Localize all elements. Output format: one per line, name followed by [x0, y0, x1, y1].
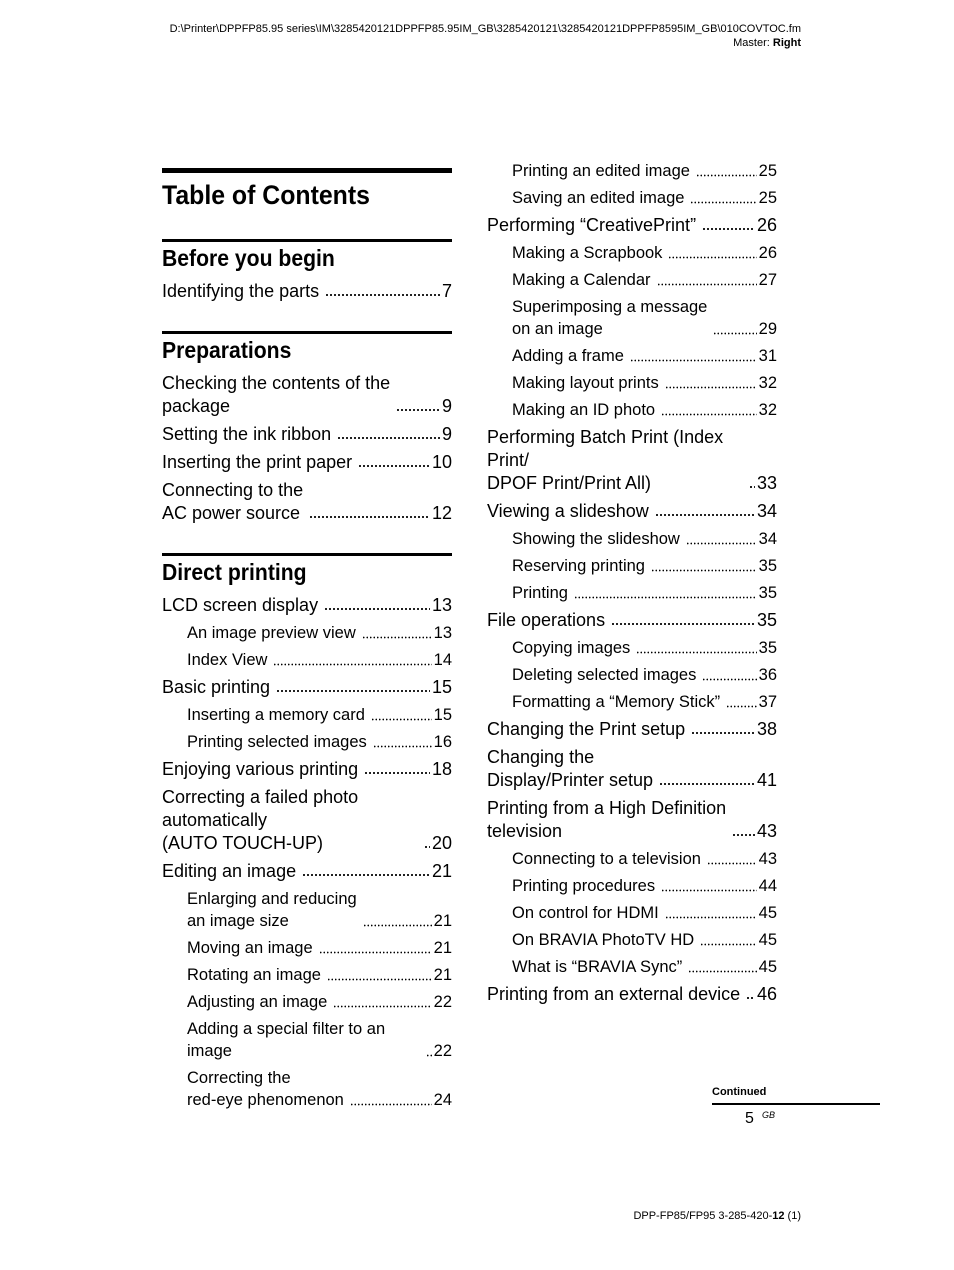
dot-leader [373, 745, 432, 748]
dot-leader [327, 978, 432, 981]
toc-subentry[interactable] [487, 187, 777, 209]
toc-entry[interactable] [162, 860, 452, 883]
toc-subentry[interactable] [162, 888, 452, 932]
page-language: GB [762, 1110, 776, 1120]
toc-entry-text: Printing from a High Definition television [487, 798, 727, 841]
toc-page-number: 15 [433, 706, 452, 724]
toc-page-number: 35 [758, 557, 777, 575]
dot-leader [746, 996, 755, 1000]
toc-entry-text: Inserting the print paper [162, 452, 353, 472]
toc-subentry[interactable] [487, 902, 777, 924]
toc-entry-text: Checking the contents of the package [162, 373, 391, 416]
dot-leader [426, 1054, 432, 1057]
continued-label: Continued [712, 1086, 767, 1098]
toc-page-number: 34 [756, 501, 777, 521]
toc-entry-text: Showing the slideshow [512, 530, 680, 548]
toc-page-number: 27 [758, 271, 777, 289]
toc-entry-text: An image preview view [187, 624, 356, 642]
section-rule [162, 553, 452, 556]
toc-entry[interactable] [162, 676, 452, 699]
toc-entry[interactable] [487, 214, 777, 237]
toc-page-number: 34 [758, 530, 777, 548]
dot-leader [364, 771, 430, 775]
toc-subentry[interactable] [162, 937, 452, 959]
dot-leader [276, 689, 430, 693]
toc-page-number: 18 [431, 759, 452, 779]
dot-leader [574, 596, 757, 599]
toc-entry-text: Rotating an image [187, 966, 321, 984]
toc-entry[interactable] [162, 786, 452, 855]
toc-entry-text: Performing “CreativePrint” [487, 215, 697, 235]
master-header [733, 37, 801, 50]
toc-page-number: 33 [756, 473, 777, 493]
toc-entry-text: Changing the Display/Printer setup [487, 747, 654, 790]
page-number: 5 [745, 1110, 754, 1127]
toc-page-number: 12 [431, 503, 452, 523]
dot-leader [655, 513, 755, 517]
toc-page-number: 37 [758, 693, 777, 711]
footer-model [633, 1210, 801, 1222]
dot-leader [362, 636, 432, 639]
toc-entry-text: Adjusting an image [187, 993, 328, 1011]
toc-entry-text: Printing procedures [512, 877, 656, 895]
master-value: Right [772, 37, 801, 49]
section-entries [162, 594, 452, 1111]
toc-page-number: 35 [756, 610, 777, 630]
continued-rule [712, 1103, 880, 1105]
toc-entry-text: Index View [187, 651, 268, 669]
toc-entries-right [487, 160, 777, 1006]
toc-entry[interactable] [487, 500, 777, 523]
toc-page-number: 44 [758, 877, 777, 895]
toc-entry-text: Adding a special filter to an image [187, 1020, 386, 1060]
toc-subentry[interactable] [487, 956, 777, 978]
dot-leader [665, 386, 757, 389]
toc-page-number: 10 [431, 452, 452, 472]
toc-entry-text: Setting the ink ribbon [162, 424, 332, 444]
toc-subentry[interactable] [162, 991, 452, 1013]
toc-page-number: 22 [433, 993, 452, 1011]
dot-leader [424, 845, 430, 849]
toc-subentry[interactable] [487, 848, 777, 870]
dot-leader [661, 413, 757, 416]
toc-section [162, 553, 452, 1111]
toc-subentry[interactable] [162, 1067, 452, 1111]
toc-page-number: 7 [441, 281, 452, 301]
toc-entry[interactable] [487, 983, 777, 1006]
toc-subentry[interactable] [162, 964, 452, 986]
toc-page-number: 21 [433, 939, 452, 957]
toc-page-number: 35 [758, 639, 777, 657]
toc-subentry[interactable] [487, 929, 777, 951]
dot-leader [319, 951, 432, 954]
toc-subentry[interactable] [487, 664, 777, 686]
toc-entry-text: Making layout prints [512, 374, 659, 392]
toc-entry-text: On BRAVIA PhotoTV HD [512, 931, 695, 949]
toc-entry-text: What is “BRAVIA Sync” [512, 958, 683, 976]
dot-leader [661, 889, 757, 892]
dot-leader [611, 622, 755, 626]
toc-page-number: 45 [758, 931, 777, 949]
dot-leader [690, 201, 756, 204]
toc-entry-text: LCD screen display [162, 595, 319, 615]
toc-entry-text: Enjoying various printing [162, 759, 359, 779]
toc-page-number: 41 [756, 770, 777, 790]
toc-entry-text: Making a Calendar [512, 271, 651, 289]
toc-subentry[interactable] [487, 637, 777, 659]
toc-page-number: 45 [758, 904, 777, 922]
dot-leader [333, 1005, 431, 1008]
toc-entry-text: Copying images [512, 639, 631, 657]
toc-entry[interactable] [487, 797, 777, 843]
toc-page-number: 29 [758, 320, 777, 338]
toc-entry-text: Reserving printing [512, 557, 645, 575]
toc-subentry[interactable] [487, 555, 777, 577]
toc-entry-text: Performing Batch Print (Index Print/ DPOF Print/Print All) [487, 427, 724, 493]
footer-model-code: DPP-FP85/FP95 3-285-420- [633, 1210, 773, 1222]
title-rule [162, 168, 452, 173]
dot-leader [707, 862, 757, 865]
dot-leader [702, 678, 756, 681]
section-entries [162, 372, 452, 525]
toc-entry-text: Deleting selected images [512, 666, 697, 684]
toc-page-number: 25 [758, 162, 777, 180]
toc-subentry[interactable] [487, 582, 777, 604]
toc-entry-text: Printing from an external device [487, 984, 741, 1004]
dot-leader [702, 227, 755, 231]
toc-page-number: 26 [756, 215, 777, 235]
toc-entry-text: Basic printing [162, 677, 271, 697]
dot-leader [396, 408, 440, 412]
dot-leader [309, 515, 430, 519]
section-rule [162, 239, 452, 242]
dot-leader [726, 705, 757, 708]
toc-entry-text: Printing an edited image [512, 162, 690, 180]
toc-page-number: 13 [431, 595, 452, 615]
dot-leader [363, 924, 432, 927]
dot-leader [630, 359, 757, 362]
toc-entry-text: Connecting to the AC power source [162, 480, 304, 523]
section-rule [162, 331, 452, 334]
dot-leader [657, 283, 757, 286]
toc-entry-text: Making a Scrapbook [512, 244, 663, 262]
toc-subentry[interactable] [487, 875, 777, 897]
dot-leader [686, 542, 757, 545]
toc-entry[interactable] [487, 426, 777, 495]
toc-page-number: 35 [758, 584, 777, 602]
toc-page-number: 43 [758, 850, 777, 868]
toc-page-number: 46 [756, 984, 777, 1004]
toc-subentry[interactable] [487, 399, 777, 421]
toc-entry-text: Enlarging and reducing an image size [187, 890, 357, 930]
toc-entry-text: Editing an image [162, 861, 297, 881]
toc-right-column [487, 160, 777, 1011]
toc-page-number: 24 [433, 1091, 452, 1109]
page-title: Table of Contents [162, 180, 370, 210]
toc-page-number: 32 [758, 401, 777, 419]
toc-entry-text: Making an ID photo [512, 401, 656, 419]
toc-page-number: 13 [433, 624, 452, 642]
toc-entry-text: On control for HDMI [512, 904, 659, 922]
toc-entry[interactable] [162, 423, 452, 446]
toc-entry[interactable] [162, 758, 452, 781]
toc-entry-text: Saving an edited image [512, 189, 685, 207]
dot-leader [749, 485, 755, 489]
toc-subentry[interactable] [162, 731, 452, 753]
toc-subentry[interactable] [487, 372, 777, 394]
dot-leader [696, 174, 757, 177]
toc-subentry[interactable] [487, 345, 777, 367]
toc-entry[interactable] [487, 718, 777, 741]
toc-page-number: 36 [758, 666, 777, 684]
toc-subentry[interactable] [487, 160, 777, 182]
toc-page-number: 26 [758, 244, 777, 262]
toc-entry[interactable] [487, 746, 777, 792]
dot-leader [688, 970, 756, 973]
master-label: Master: [733, 37, 770, 49]
toc-entry-text: Superimposing a message on an image [512, 298, 708, 338]
toc-section [162, 331, 452, 525]
toc-page-number: 21 [431, 861, 452, 881]
dot-leader [337, 436, 440, 440]
toc-entry[interactable] [487, 609, 777, 632]
toc-subentry[interactable] [487, 242, 777, 264]
toc-subentry[interactable] [487, 296, 777, 340]
toc-entry[interactable] [162, 479, 452, 525]
toc-section [162, 239, 452, 303]
dot-leader [691, 731, 755, 735]
section-entries [162, 280, 452, 303]
toc-page-number: 38 [756, 719, 777, 739]
dot-leader [668, 256, 756, 259]
toc-entry[interactable] [162, 280, 452, 303]
toc-page-number: 22 [433, 1042, 452, 1060]
toc-entry-text: Correcting a failed photo automatically (AUTO TOUCH-UP) [162, 787, 359, 853]
dot-leader [732, 833, 755, 837]
footer-revision: 12 [772, 1210, 785, 1222]
toc-entry[interactable] [162, 372, 452, 418]
toc-page-number: 21 [433, 966, 452, 984]
toc-page-number: 31 [758, 347, 777, 365]
toc-entry-text: Formatting a “Memory Stick” [512, 693, 721, 711]
footer-edition: (1) [787, 1210, 801, 1222]
toc-entry-text: Correcting the red-eye phenomenon [187, 1069, 344, 1109]
toc-subentry[interactable] [487, 528, 777, 550]
dot-leader [651, 569, 757, 572]
dot-leader [713, 332, 756, 335]
toc-page-number: 20 [431, 833, 452, 853]
toc-entry-text: Connecting to a television [512, 850, 701, 868]
toc-page-number: 21 [433, 912, 452, 930]
toc-entry-text: Identifying the parts [162, 281, 320, 301]
dot-leader [325, 293, 440, 297]
toc-page-number: 9 [441, 424, 452, 444]
toc-page-number: 16 [433, 733, 452, 751]
toc-subentry[interactable] [162, 704, 452, 726]
dot-leader [302, 873, 430, 877]
section-heading: Before you begin [162, 245, 335, 271]
toc-entry-text: Moving an image [187, 939, 313, 957]
toc-entry-text: Changing the Print setup [487, 719, 686, 739]
toc-entry-text: File operations [487, 610, 606, 630]
toc-entry-text: Inserting a memory card [187, 706, 365, 724]
toc-entry-text: Printing [512, 584, 568, 602]
file-path-header: D:\Printer\DPPFP85.95 series\IM\3285420121DPPFP85.95IM_GB\3285420121\3285420121DPPFP8595IM_GB\010COVTOC.fm [169, 23, 801, 35]
dot-leader [371, 718, 432, 721]
toc-page-number: 9 [441, 396, 452, 416]
toc-subentry[interactable] [162, 622, 452, 644]
toc-sections [162, 239, 452, 1111]
toc-entry-text: Viewing a slideshow [487, 501, 649, 521]
toc-page-number: 32 [758, 374, 777, 392]
toc-left-column [162, 168, 452, 1116]
toc-entry[interactable] [162, 594, 452, 617]
section-heading: Preparations [162, 337, 292, 363]
dot-leader [350, 1103, 432, 1106]
dot-leader [358, 464, 430, 468]
toc-page-number: 25 [758, 189, 777, 207]
toc-page-number: 14 [433, 651, 452, 669]
section-heading: Direct printing [162, 559, 307, 585]
dot-leader [324, 607, 430, 611]
toc-entry-text: Printing selected images [187, 733, 367, 751]
toc-subentry[interactable] [487, 269, 777, 291]
dot-leader [273, 663, 431, 666]
toc-entry[interactable] [162, 451, 452, 474]
toc-page-number: 43 [756, 821, 777, 841]
dot-leader [700, 943, 756, 946]
toc-page-number: 45 [758, 958, 777, 976]
toc-entry-text: Adding a frame [512, 347, 624, 365]
toc-subentry[interactable] [487, 691, 777, 713]
toc-subentry[interactable] [162, 649, 452, 671]
dot-leader [636, 651, 756, 654]
toc-subentry[interactable] [162, 1018, 452, 1062]
dot-leader [665, 916, 757, 919]
dot-leader [659, 782, 755, 786]
toc-page-number: 15 [431, 677, 452, 697]
